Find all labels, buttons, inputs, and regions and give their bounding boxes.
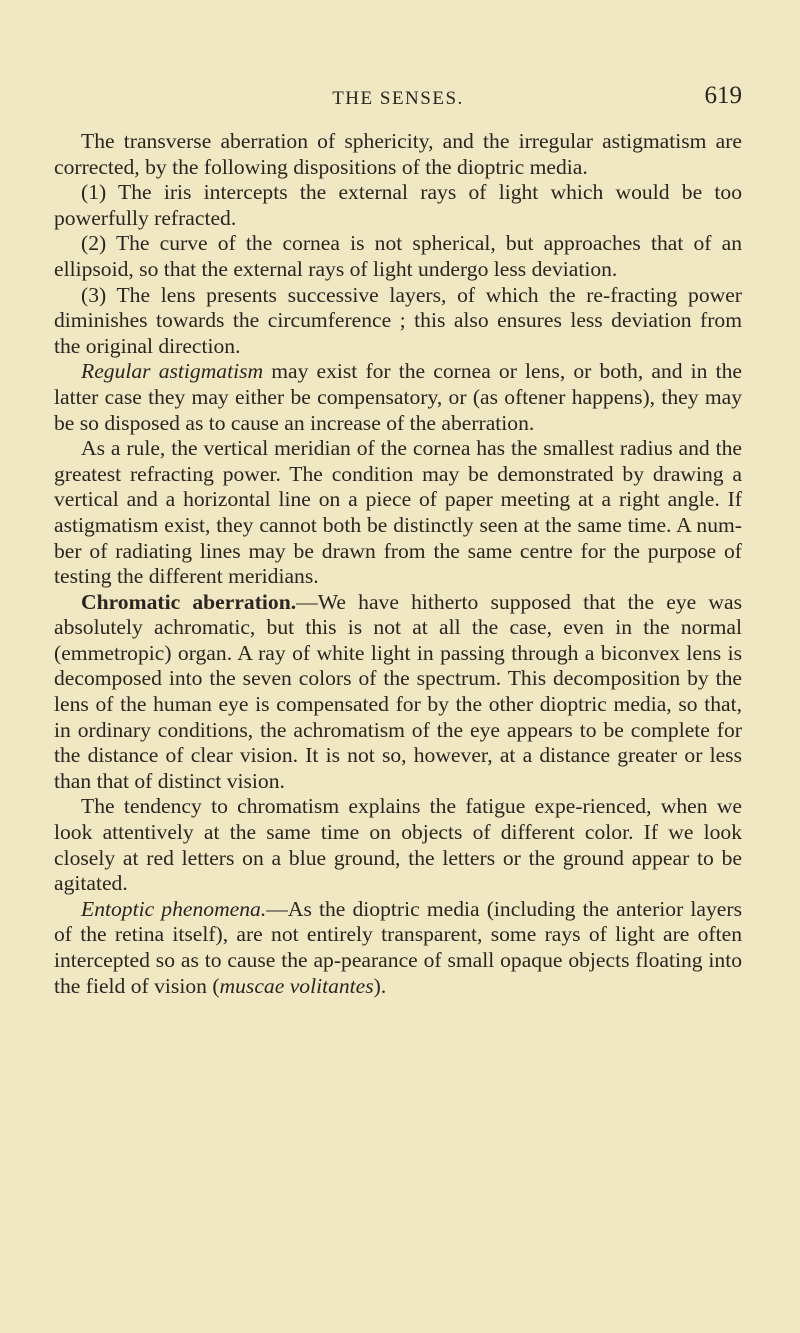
running-title: THE SENSES. xyxy=(332,88,464,109)
paragraph-text: —As the dioptric media (including the anterior layers of the retina itself), are not entirely transparent, some rays of light are often intercepted so as to cause the ap-pearance of small opaque objects floating into the field of vision ( xyxy=(54,896,742,998)
paragraph-text: (3) The lens presents successive layers, of which the re-fracting power diminishes towards the circumference ; this also ensures less deviation from the original direction. xyxy=(54,282,742,358)
paragraph-lens-layers xyxy=(54,283,742,360)
latin-term: muscae volitantes xyxy=(219,973,374,998)
paragraph-text: As a rule, the vertical meridian of the cornea has the smallest radius and the greatest refracting power. The condition may be demonstrated by drawing a vertical and a horizontal line on a piece of paper meeting at a right angle. If astigmatism exist, they cannot both be distinctly seen at the same time. A num-ber of radiating lines may be drawn from the same centre for the purpose of testing the different meridians. xyxy=(54,436,742,589)
paragraph-text-end: ). xyxy=(373,973,387,998)
paragraph-vertical-meridian xyxy=(54,436,742,590)
section-lead-italic: Regular astigmatism xyxy=(81,359,264,384)
paragraph-iris xyxy=(54,180,742,231)
paragraph-text: may exist for the cornea or lens, or both, and in the latter case they may either be compensatory, or (as oftener happens), they may be so disposed as to cause an increase of the aberration. xyxy=(54,359,742,435)
paragraph-text: —We have hitherto supposed that the eye was absolutely achromatic, but this is not at all the case, even in the normal (emmetropic) organ. A ray of white light in passing through a biconvex lens is decomposed into the seven colors of the spectrum. This decomposition by the lens of the human eye is compensated for by the other dioptric media, so that, in ordinary conditions, the achromatism of the eye appears to be complete for the distance of clear vision. It is not so, however, at a distance greater or less than that of distinct vision. xyxy=(54,589,743,793)
paragraph-text: The tendency to chromatism explains the fatigue expe-rienced, when we look attentively at the same time on objects of different color. If we look closely at red letters on a blue ground, the letters or the ground appear to be agitated. xyxy=(54,794,742,896)
paragraph-text: (2) The curve of the cornea is not spherical, but approaches that of an ellipsoid, so that the external rays of light undergo less deviation. xyxy=(54,231,742,281)
section-lead-italic: Entoptic phenomena. xyxy=(81,896,267,921)
paragraph-chromatism-fatigue xyxy=(54,794,742,896)
paragraph-text: (1) The iris intercepts the external rays of light which would be too powerfully refracted. xyxy=(54,180,742,230)
section-lead-bold: Chromatic aberration. xyxy=(81,589,297,614)
paragraph-entoptic-phenomena xyxy=(54,897,742,999)
page-body xyxy=(54,129,742,999)
running-head xyxy=(54,82,742,112)
paragraph-regular-astigmatism xyxy=(54,359,742,436)
page-number: 619 xyxy=(704,82,742,109)
paragraph-cornea-curve xyxy=(54,231,742,282)
paragraph-text: The transverse aberration of sphericity, and the irregular astigmatism are corrected, by the following dispositions of the dioptric media. xyxy=(54,129,742,179)
paragraph-sphericity-intro xyxy=(54,129,742,180)
paragraph-chromatic-aberration xyxy=(54,590,742,795)
